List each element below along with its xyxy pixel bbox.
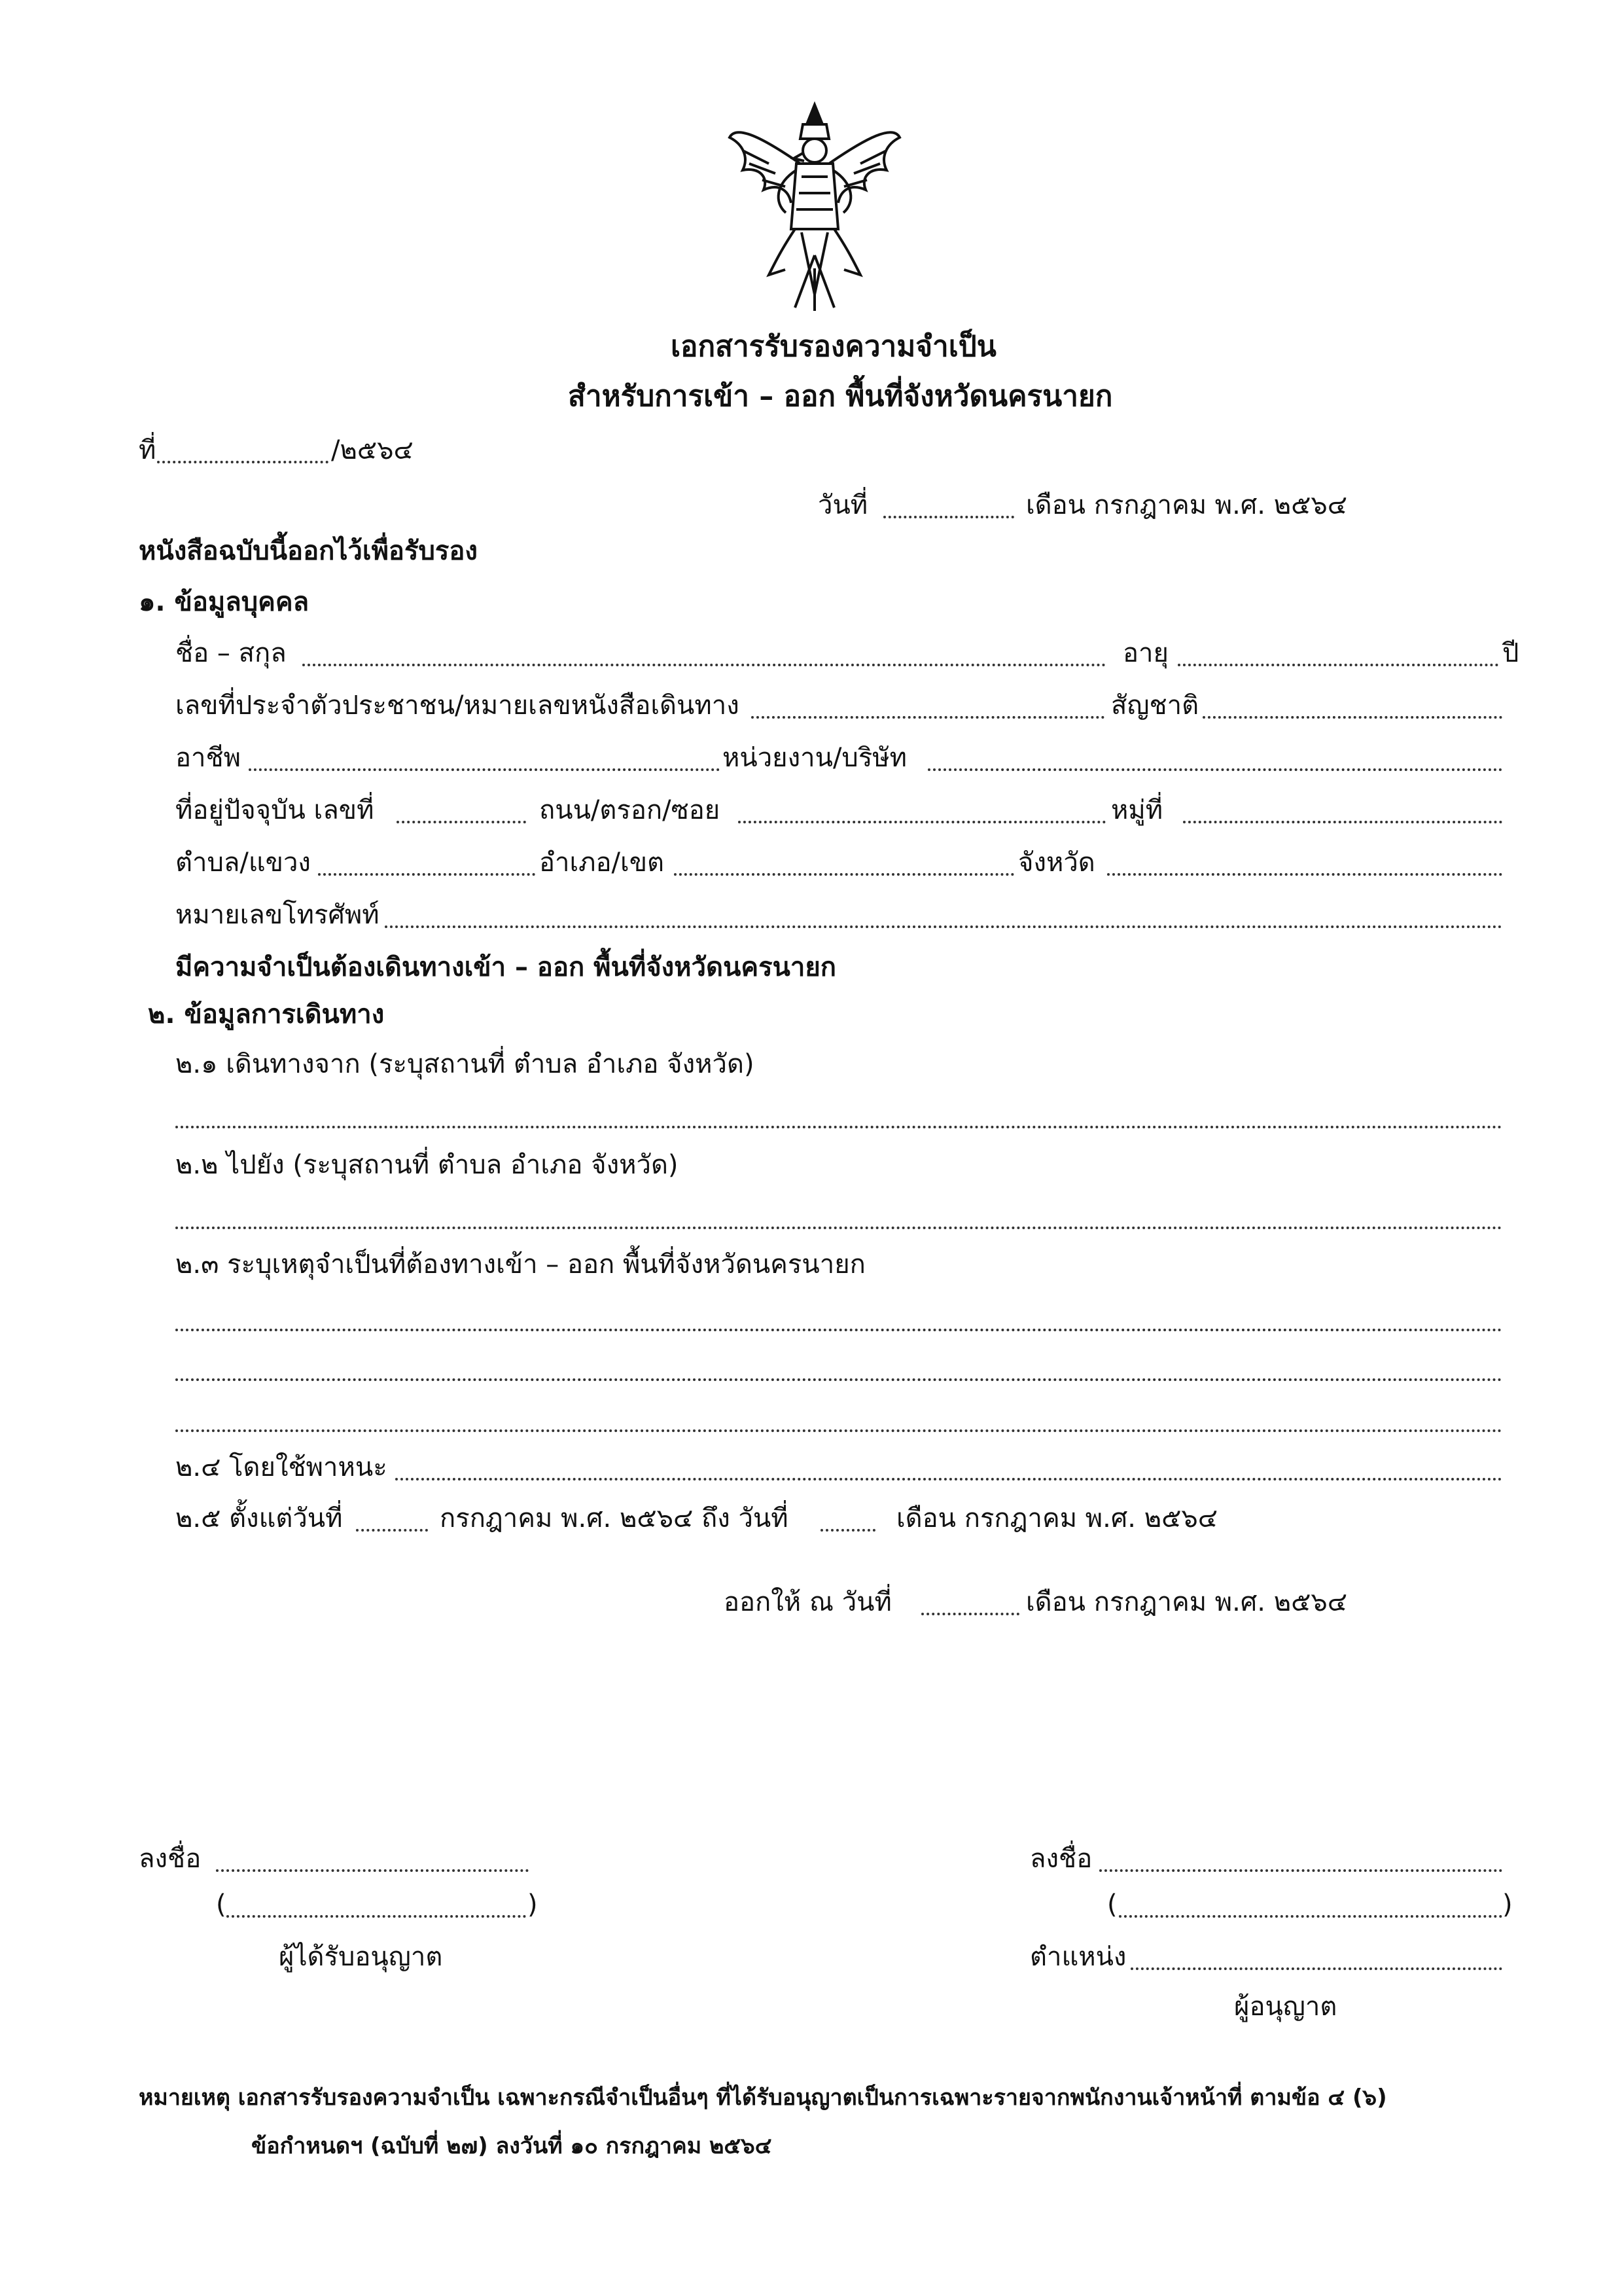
- left-role: ผู้ได้รับอนุญาต: [279, 1942, 443, 1972]
- right-role: ผู้อนุญาต: [1234, 1992, 1337, 2022]
- id-label: เลขที่ประจำตัวประชาชน/หมายเลขหนังสือเดินทาง: [175, 691, 739, 721]
- province-field[interactable]: [1107, 873, 1502, 876]
- vehicle-field[interactable]: [395, 1478, 1502, 1480]
- phone-label: หมายเลขโทรศัพท์: [175, 900, 380, 930]
- subdistrict-field[interactable]: [318, 873, 535, 876]
- issued-month-year: เดือน กรกฎาคม พ.ศ. ๒๕๖๔: [1026, 1587, 1348, 1617]
- district-field[interactable]: [674, 873, 1014, 876]
- moo-label: หมู่ที่: [1111, 795, 1163, 825]
- left-open-paren: (: [216, 1890, 226, 1920]
- reason-field-line2[interactable]: [175, 1378, 1502, 1381]
- ref-number-field[interactable]: [157, 461, 328, 463]
- date-day-label: วันที่: [818, 490, 868, 520]
- id-field[interactable]: [751, 716, 1104, 719]
- to-field[interactable]: [175, 1227, 1502, 1229]
- right-position-field[interactable]: [1131, 1967, 1502, 1970]
- ref-label: ที่: [139, 435, 156, 465]
- garuda-emblem-icon: [723, 98, 906, 314]
- reason-field-line1[interactable]: [175, 1329, 1502, 1331]
- left-sign-label: ลงชื่อ: [139, 1844, 202, 1874]
- period-mid-text: กรกฎาคม พ.ศ. ๒๕๖๔ ถึง วันที่: [440, 1503, 788, 1534]
- house-number-field[interactable]: [397, 821, 526, 823]
- name-field[interactable]: [302, 664, 1106, 666]
- right-name-field[interactable]: [1119, 1915, 1502, 1918]
- note-line2: ข้อกำหนดฯ (ฉบับที่ ๒๗) ลงวันที่ ๑๐ กรกฎาคม ๒๕๖๔: [251, 2133, 772, 2159]
- occupation-label: อาชีพ: [175, 743, 241, 773]
- moo-field[interactable]: [1183, 821, 1502, 823]
- name-label: ชื่อ – สกุล: [175, 638, 287, 668]
- left-name-field[interactable]: [226, 1915, 526, 1918]
- period-from-day-field[interactable]: [356, 1529, 428, 1532]
- right-position-label: ตำแหน่ง: [1030, 1942, 1127, 1972]
- intro-text: หนังสือฉบับนี้ออกไว้เพื่อรับรอง: [139, 536, 478, 566]
- right-close-paren: ): [1502, 1890, 1513, 1920]
- period-to-day-field[interactable]: [821, 1529, 875, 1532]
- district-label: อำเภอ/เขต: [539, 848, 665, 878]
- subdistrict-label: ตำบล/แขวง: [175, 848, 311, 878]
- section1-heading: ๑. ข้อมูลบุคคล: [139, 587, 309, 617]
- from-field[interactable]: [175, 1126, 1502, 1128]
- age-field[interactable]: [1178, 664, 1498, 666]
- to-label: ๒.๒ ไปยัง (ระบุสถานที่ ตำบล อำเภอ จังหวัด): [175, 1150, 679, 1180]
- period-from-label: ๒.๕ ตั้งแต่วันที่: [175, 1503, 343, 1534]
- road-label: ถนน/ตรอก/ซอย: [539, 795, 720, 825]
- right-sign-label: ลงชื่อ: [1030, 1844, 1093, 1874]
- vehicle-label: ๒.๔ โดยใช้พาหนะ: [175, 1452, 387, 1482]
- reason-label: ๒.๓ ระบุเหตุจำเป็นที่ต้องทางเข้า – ออก พื้นที่จังหวัดนครนายก: [175, 1249, 866, 1280]
- date-day-field[interactable]: [883, 516, 1014, 518]
- address-label: ที่อยู่ปัจจุบัน เลขที่: [175, 795, 374, 825]
- left-close-paren: ): [527, 1890, 538, 1920]
- ref-year: /๒๕๖๔: [331, 435, 414, 465]
- document-title: เอกสารรับรองความจำเป็น: [671, 330, 997, 363]
- nationality-field[interactable]: [1203, 716, 1502, 719]
- age-label: อายุ: [1123, 638, 1169, 668]
- road-field[interactable]: [738, 821, 1106, 823]
- note-line1: หมายเหตุ เอกสารรับรองความจำเป็น เฉพาะกรณีจำเป็นอื่นๆ ที่ได้รับอนุญาตเป็นการเฉพาะรายจากพนักงานเจ้าหน้าที่ ตามข้อ ๔ (๖): [139, 2085, 1387, 2111]
- nationality-label: สัญชาติ: [1111, 691, 1199, 721]
- age-unit: ปี: [1502, 638, 1519, 668]
- section2-heading: ๒. ข้อมูลการเดินทาง: [148, 999, 385, 1030]
- issued-day-field[interactable]: [921, 1613, 1019, 1615]
- necessity-statement: มีความจำเป็นต้องเดินทางเข้า – ออก พื้นที่จังหวัดนครนายก: [175, 952, 837, 982]
- right-open-paren: (: [1107, 1890, 1118, 1920]
- date-month-year: เดือน กรกฎาคม พ.ศ. ๒๕๖๔: [1026, 490, 1348, 520]
- org-field[interactable]: [928, 768, 1502, 771]
- right-signature-field[interactable]: [1099, 1869, 1502, 1872]
- province-label: จังหวัด: [1018, 848, 1095, 878]
- period-end-text: เดือน กรกฎาคม พ.ศ. ๒๕๖๔: [896, 1503, 1218, 1534]
- from-label: ๒.๑ เดินทางจาก (ระบุสถานที่ ตำบล อำเภอ จังหวัด): [175, 1049, 754, 1079]
- issued-label: ออกให้ ณ วันที่: [724, 1587, 892, 1617]
- occupation-field[interactable]: [249, 768, 720, 771]
- reason-field-line3[interactable]: [175, 1429, 1502, 1432]
- document-subtitle: สำหรับการเข้า – ออก พื้นที่จังหวัดนครนายก: [568, 380, 1113, 413]
- org-label: หน่วยงาน/บริษัท: [722, 743, 908, 773]
- phone-field[interactable]: [385, 925, 1502, 928]
- left-signature-field[interactable]: [216, 1869, 529, 1872]
